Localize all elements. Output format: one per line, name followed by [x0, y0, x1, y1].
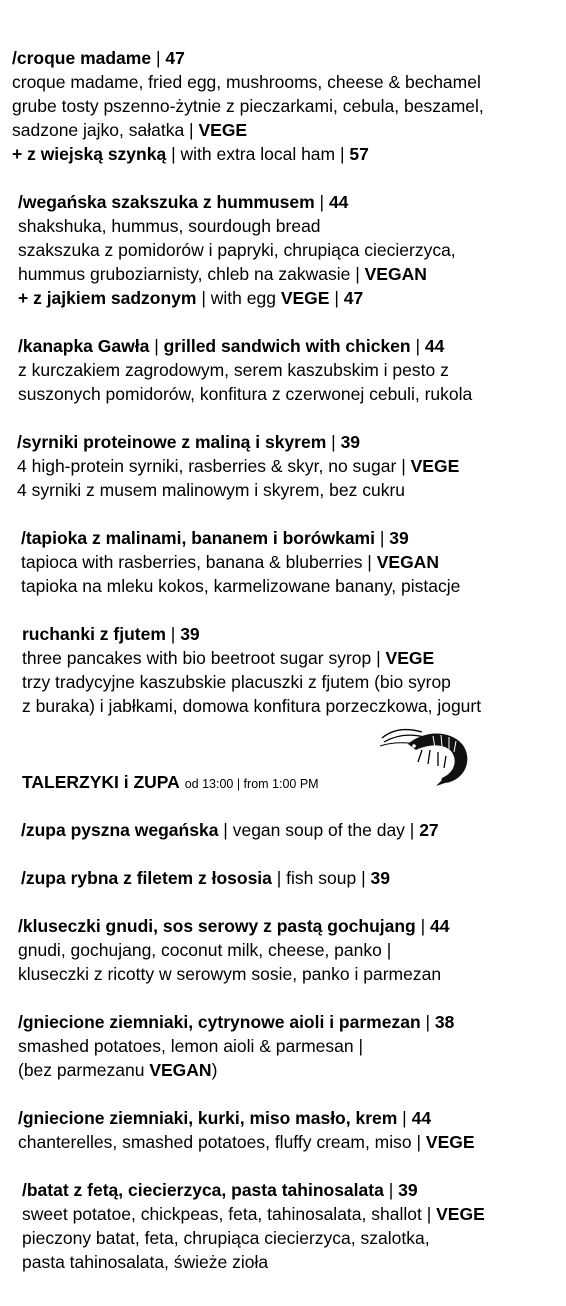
item-description: (bez parmezanu VEGAN)	[18, 1060, 218, 1080]
menu-item-smashed-potatoes-chanterelles	[18, 1106, 475, 1154]
item-price: 39	[370, 868, 390, 888]
item-heading: /tapioka z malinami, bananem i borówkami | 39	[21, 528, 409, 548]
item-price: 39	[340, 432, 361, 452]
section-hours: od 13:00 | from 1:00 PM	[184, 777, 319, 791]
item-title: /zupa pyszna wegańska	[21, 820, 219, 840]
section-title-text: TALERZYKI i ZUPA	[22, 772, 180, 792]
item-price: 39	[389, 528, 409, 548]
diet-tag: VEGE	[280, 288, 330, 308]
item-description: z kurczakiem zagrodowym, serem kaszubskim i pesto z	[18, 360, 449, 380]
menu-item-vegan-soup	[21, 818, 439, 842]
item-title-english: grilled sandwich with chicken	[163, 336, 411, 356]
item-heading: /gniecione ziemniaki, kurki, miso masło, krem | 44	[18, 1108, 432, 1128]
item-description: chanterelles, smashed potatoes, fluffy cream, miso | VEGE	[18, 1132, 475, 1152]
item-title: /batat z fetą, ciecierzyca, pasta tahinosalata	[22, 1180, 384, 1200]
item-title: /croque madame	[12, 48, 152, 68]
item-price: 39	[180, 624, 200, 644]
section-title	[22, 770, 319, 796]
item-description: 4 high-protein syrniki, rasberries & skyr, no sugar | VEGE	[17, 456, 460, 476]
item-description: tapioka na mleku kokos, karmelizowane banany, pistacje	[21, 576, 461, 596]
menu-item-tapioca	[21, 526, 460, 598]
item-title: /syrniki proteinowe z maliną i skyrem	[17, 432, 327, 452]
item-description: smashed potatoes, lemon aioli & parmesan |	[18, 1036, 364, 1056]
item-description: szakszuka z pomidorów i papryki, chrupiąca ciecierzyca,	[18, 240, 456, 260]
item-price: 27	[419, 820, 439, 840]
item-description: trzy tradycyjne kaszubskie placuszki z fjutem (bio syrop	[22, 672, 451, 692]
diet-tag: VEGE	[410, 456, 460, 476]
item-price: 47	[165, 48, 185, 68]
item-heading: /wegańska szakszuka z hummusem | 44	[18, 192, 349, 212]
item-title: /kluseczki gnudi, sos serowy z pastą gochujang	[18, 916, 416, 936]
extra-price: 57	[349, 144, 369, 164]
item-description: pieczony batat, feta, chrupiąca ciecierzyca, szalotka,	[22, 1228, 430, 1248]
item-heading: /kanapka Gawła | grilled sandwich with chicken | 44	[18, 336, 445, 356]
menu-item-gnudi	[18, 914, 450, 986]
item-heading	[21, 866, 390, 890]
item-description: gnudi, gochujang, coconut milk, cheese, panko |	[18, 940, 392, 960]
item-description: three pancakes with bio beetroot sugar syrop | VEGE	[22, 648, 435, 668]
item-description: hummus gruboziarnisty, chleb na zakwasie | VEGAN	[18, 264, 427, 284]
extra-price: 47	[343, 288, 364, 308]
item-price: 38	[434, 1012, 455, 1032]
diet-tag: VEGAN	[364, 264, 427, 284]
diet-tag: VEGAN	[376, 552, 439, 572]
item-heading: ruchanki z fjutem | 39	[22, 624, 200, 644]
item-description: 4 syrniki z musem malinowym i skyrem, bez cukru	[17, 480, 405, 500]
menu-item-croque-madame	[12, 46, 484, 166]
item-title: /gniecione ziemniaki, kurki, miso masło, krem	[18, 1108, 398, 1128]
menu-item-sweet-potato	[22, 1178, 485, 1274]
item-title: /kanapka Gawła	[18, 336, 150, 356]
item-price: 44	[424, 336, 445, 356]
item-price: 44	[411, 1108, 432, 1128]
item-description: | vegan soup of the day |	[218, 820, 420, 840]
item-description: grube tosty pszenno-żytnie z pieczarkami, cebula, beszamel,	[12, 96, 484, 116]
menu-item-sandwich	[18, 334, 472, 406]
item-title: ruchanki z fjutem	[22, 624, 166, 644]
diet-tag: VEGAN	[149, 1060, 212, 1080]
item-title: /wegańska szakszuka z hummusem	[18, 192, 315, 212]
item-description: tapioca with rasberries, banana & bluberries | VEGAN	[21, 552, 439, 572]
item-extra: + z wiejską szynką | with extra local ham | 57	[12, 144, 369, 164]
item-description: sadzone jajko, sałatka | VEGE	[12, 120, 248, 140]
item-extra: + z jajkiem sadzonym | with egg VEGE | 47	[18, 288, 364, 308]
item-price: 39	[398, 1180, 418, 1200]
item-title: /zupa rybna z filetem z łososia	[21, 868, 272, 888]
menu-item-syrniki	[17, 430, 459, 502]
item-heading	[21, 818, 439, 842]
item-heading: /syrniki proteinowe z maliną i skyrem | 39	[17, 432, 361, 452]
menu-item-pancakes	[22, 622, 481, 718]
item-description: shakshuka, hummus, sourdough bread	[18, 216, 321, 236]
diet-tag: VEGE	[436, 1204, 485, 1224]
menu-item-shakshuka	[18, 190, 456, 310]
item-title: /gniecione ziemniaki, cytrynowe aioli i parmezan	[18, 1012, 421, 1032]
diet-tag: VEGE	[198, 120, 248, 140]
item-heading: /gniecione ziemniaki, cytrynowe aioli i parmezan | 38	[18, 1012, 455, 1032]
menu-item-fish-soup	[21, 866, 390, 890]
item-heading: /croque madame | 47	[12, 48, 185, 68]
item-price: 44	[328, 192, 349, 212]
extra-title: + z wiejską szynką	[12, 144, 167, 164]
diet-tag: VEGE	[385, 648, 435, 668]
menu-item-smashed-potatoes-aioli	[18, 1010, 454, 1082]
item-description: z buraka) i jabłkami, domowa konfitura porzeczkowa, jogurt	[22, 696, 482, 716]
item-description: pasta tahinosalata, świeże zioła	[22, 1252, 269, 1272]
item-description: suszonych pomidorów, konfitura z czerwonej cebuli, rukola	[18, 384, 473, 404]
shrimp-icon	[378, 720, 472, 786]
extra-title: + z jajkiem sadzonym	[18, 288, 197, 308]
item-heading: /kluseczki gnudi, sos serowy z pastą gochujang | 44	[18, 916, 450, 936]
item-price: 44	[430, 916, 450, 936]
item-heading: /batat z fetą, ciecierzyca, pasta tahinosalata | 39	[22, 1180, 418, 1200]
diet-tag: VEGE	[425, 1132, 475, 1152]
item-title: /tapioka z malinami, bananem i borówkami	[21, 528, 375, 548]
item-description: kluseczki z ricotty w serowym sosie, panko i parmezan	[18, 964, 442, 984]
item-description: sweet potatoe, chickpeas, feta, tahinosalata, shallot | VEGE	[22, 1204, 485, 1224]
item-description: | fish soup |	[271, 868, 371, 888]
item-description: croque madame, fried egg, mushrooms, cheese & bechamel	[12, 72, 481, 92]
